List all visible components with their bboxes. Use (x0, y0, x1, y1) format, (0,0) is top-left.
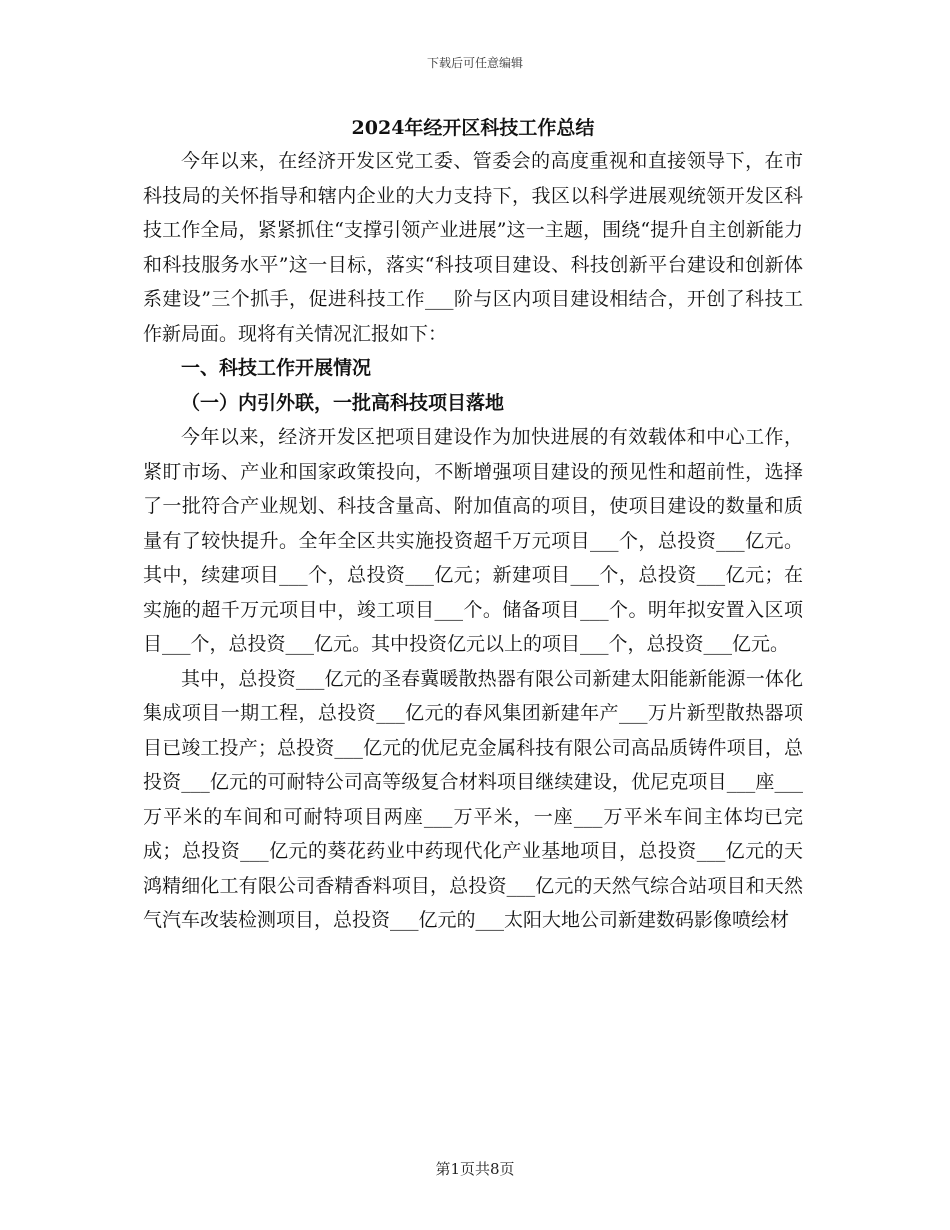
document-body (143, 112, 803, 938)
paragraph-projects: 今年以来，经济开发区把项目建设作为加快进展的有效载体和中心工作，紧盯市场、产业和国家政策投向，不断增强项目建设的预见性和超前性，选择了一批符合产业规划、科技含量高、附加值高的项目，使项目建设的数量和质量有了较快提升。全年全区共实施投资超千万元项目___个，总投资___亿元。其中，续建项目___个，总投资___亿元；新建项目___个，总投资___亿元；在实施的超千万元项目中，竣工项目___个。储备项目___个。明年拟安置入区项目___个，总投资___亿元。其中投资亿元以上的项目___个，总投资___亿元。 (143, 426, 803, 655)
paragraph-project-details: 其中，总投资___亿元的圣春冀暖散热器有限公司新建太阳能新能源一体化集成项目一期工程，总投资___亿元的春风集团新建年产___万片新型散热器项目已竣工投产；总投资___亿元的优尼克金属科技有限公司高品质铸件项目，总投资___亿元的可耐特公司高等级复合材料项目继续建设，优尼克项目___座___万平米的车间和可耐特项目两座___万平米，一座___万平米车间主体均已完成；总投资___亿元的葵花药业中药现代化产业基地项目，总投资___亿元的天鸿精细化工有限公司香精香料项目，总投资___亿元的天然气综合站项目和天然气汽车改装检测项目，总投资___亿元的___太阳大地公司新建数码影像喷绘材 (143, 667, 803, 931)
document-title: 2024年经开区科技工作总结 (351, 117, 595, 139)
page-number: 第1页共8页 (435, 1160, 515, 1178)
paragraph-intro: 今年以来，在经济开发区党工委、管委会的高度重视和直接领导下，在市科技局的关怀指导和辖内企业的大力支持下，我区以科学进展观统领开发区科技工作全局，紧紧抓住“支撑引领产业进展”这一主题，围绕“提升自主创新能力和科技服务水平”这一目标，落实“科技项目建设、科技创新平台建设和创新体系建设”三个抓手，促进科技工作___阶与区内项目建设相结合，开创了科技工作新局面。现将有关情况汇报如下： (143, 150, 803, 345)
page-header: 下载后可任意编辑 (426, 56, 523, 70)
section-heading: 一、科技工作开展情况 (181, 357, 372, 379)
sub-heading: （一）内引外联，一批高科技项目落地 (181, 391, 505, 414)
